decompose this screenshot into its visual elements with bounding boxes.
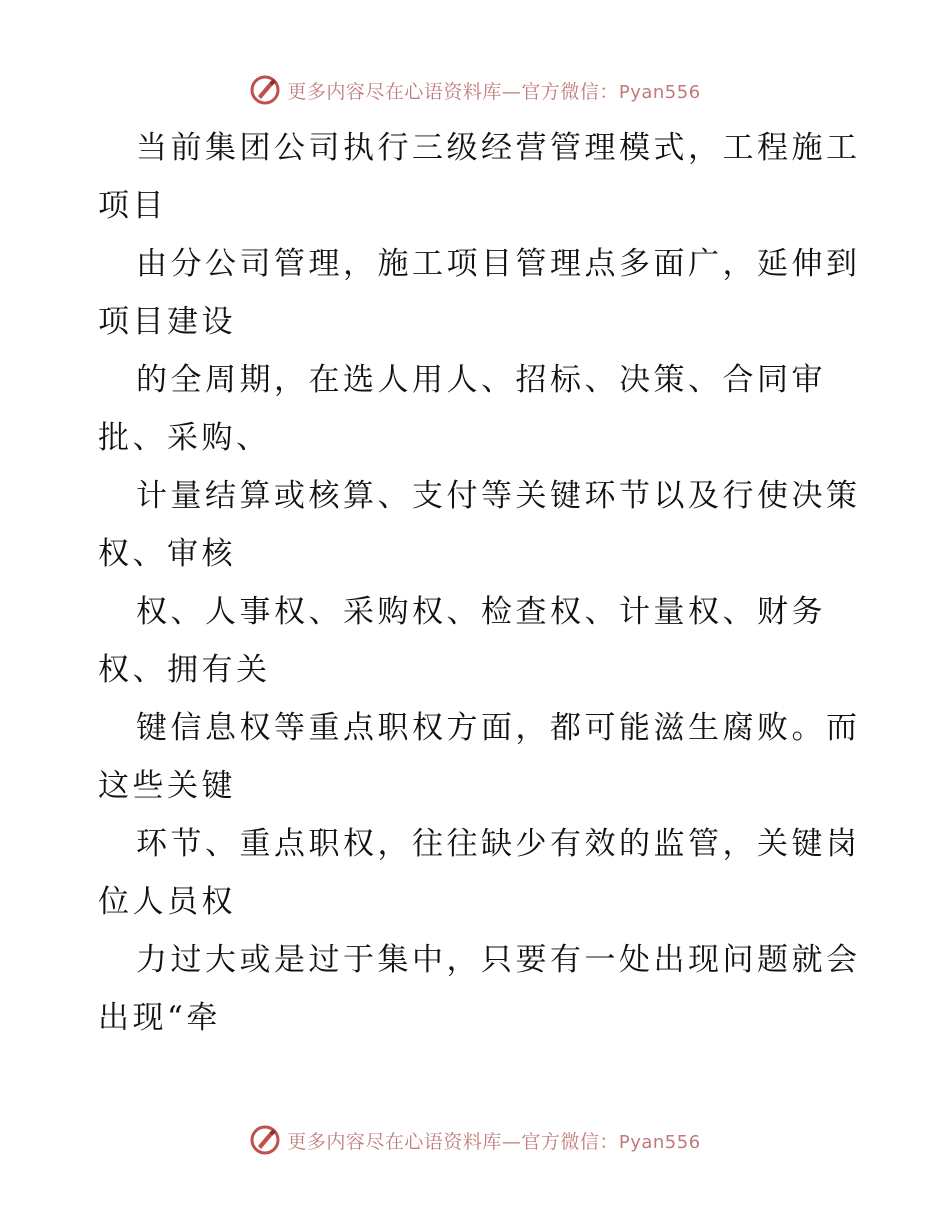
header-banner [0, 70, 950, 110]
text-line: 出现“牵 [98, 1000, 221, 1036]
text-line: 这些关键 [98, 768, 236, 804]
footer-text: 更多内容尽在心语资料库—官方微信：Pyan556 [287, 1130, 701, 1153]
header-handle: Pyan556 [618, 81, 701, 103]
text-line: 项目 [98, 188, 167, 224]
text-line: 计量结算或核算、支付等关键环节以及行使决策 [136, 478, 861, 514]
text-line: 权、拥有关 [98, 652, 271, 688]
text-line: 力过大或是过于集中，只要有一处出现问题就会 [136, 942, 861, 978]
text-line: 环节、重点职权，往往缺少有效的监管，关键岗 [136, 826, 861, 862]
text-line: 当前集团公司执行三级经营管理模式，工程施工 [136, 130, 861, 166]
header-text: 更多内容尽在心语资料库—官方微信：Pyan556 [287, 80, 701, 103]
footer-banner [0, 1120, 950, 1160]
text-line: 权、审核 [98, 536, 236, 572]
logo-icon [249, 74, 281, 106]
text-line: 键信息权等重点职权方面，都可能滋生腐败。而 [136, 710, 861, 746]
text-line: 权、人事权、采购权、检查权、计量权、财务 [136, 594, 826, 630]
text-line: 由分公司管理，施工项目管理点多面广，延伸到 [136, 246, 861, 282]
text-line: 位人员权 [98, 884, 236, 920]
logo-icon [249, 1124, 281, 1156]
text-line: 项目建设 [98, 304, 236, 340]
footer-handle: Pyan556 [618, 1131, 701, 1153]
document-body [98, 119, 861, 1047]
text-line: 的全周期，在选人用人、招标、决策、合同审 [136, 362, 826, 398]
text-line: 批、采购、 [98, 420, 271, 456]
